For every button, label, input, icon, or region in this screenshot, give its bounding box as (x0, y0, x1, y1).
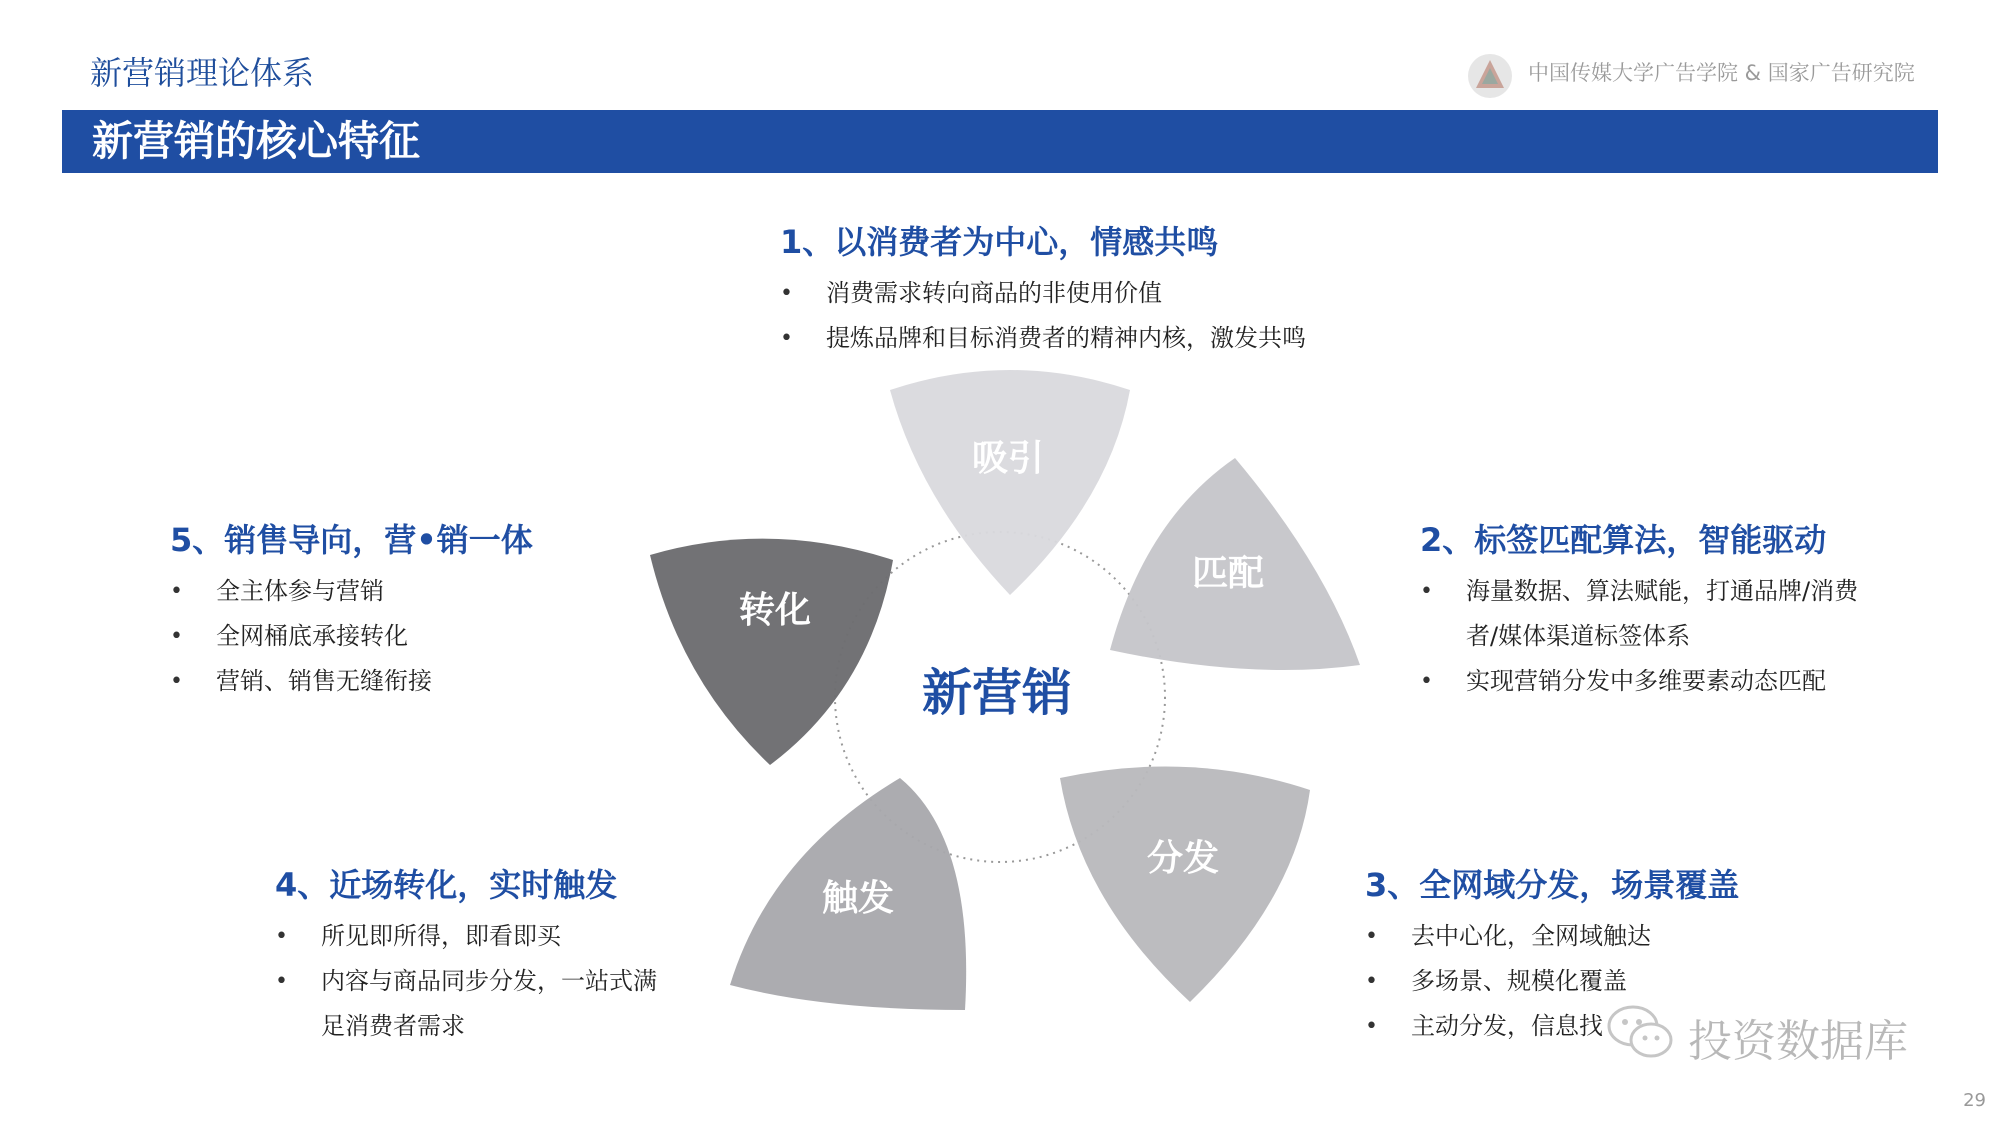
section-title: 新营销理论体系 (90, 54, 315, 92)
petal-label: 分发 (1146, 838, 1220, 879)
feature-5 (170, 515, 610, 704)
feature-bullets (780, 271, 1306, 361)
feature-heading: 5、销售导向，营•销一体 (170, 521, 533, 559)
list-item: • 多场景、规模化覆盖 (1365, 967, 1627, 995)
slide-title: 新营销的核心特征 (92, 117, 420, 165)
feature-heading: 3、全网域分发，场景覆盖 (1365, 866, 1740, 904)
wechat-icon (1605, 1000, 1677, 1064)
list-item: • 去中心化，全网域触达 (1365, 922, 1651, 950)
page-number: 29 (1963, 1090, 1986, 1111)
list-item: • 所见即所得，即看即买 (275, 922, 561, 950)
list-item: • 全主体参与营销 (170, 577, 384, 605)
new-marketing-diagram (630, 360, 1390, 1020)
feature-heading: 4、近场转化，实时触发 (275, 866, 618, 904)
list-item: • 内容与商品同步分发，一站式满足消费者需求 (275, 967, 657, 1040)
petal-label: 转化 (738, 590, 812, 631)
petal-label: 吸引 (971, 438, 1045, 479)
feature-2 (1420, 515, 1890, 704)
watermark-text: 投资数据库 (1688, 1016, 1908, 1067)
feature-4 (275, 860, 675, 1049)
feature-1 (780, 217, 1306, 361)
list-item: • 实现营销分发中多维要素动态匹配 (1420, 667, 1826, 695)
feature-heading: 2、标签匹配算法，智能驱动 (1420, 521, 1827, 559)
list-item: • 海量数据、算法赋能，打通品牌/消费者/媒体渠道标签体系 (1420, 577, 1859, 650)
petal-label: 匹配 (1191, 553, 1265, 594)
title-banner (62, 110, 1938, 173)
list-item: • 提炼品牌和目标消费者的精神内核，激发共鸣 (780, 324, 1306, 352)
list-item: • 全网桶底承接转化 (170, 622, 408, 650)
university-logo (1466, 52, 1514, 100)
feature-bullets (275, 914, 675, 1049)
list-item: • 消费需求转向商品的非使用价值 (780, 279, 1162, 307)
list-item: • 主动分发，信息找 (1365, 1012, 1603, 1040)
petal-label: 触发 (821, 878, 895, 919)
petal-attract (890, 370, 1130, 595)
petal-distribute (1060, 766, 1310, 1002)
center-label: 新营销 (922, 664, 1072, 722)
feature-heading: 1、以消费者为中心，情感共鸣 (780, 223, 1219, 261)
feature-bullets (170, 569, 610, 704)
organization-name: 中国传媒大学广告学院 & 国家广告研究院 (1528, 61, 1915, 85)
list-item: • 营销、销售无缝衔接 (170, 667, 432, 695)
feature-bullets (1420, 569, 1890, 704)
petal-convert (650, 539, 893, 765)
